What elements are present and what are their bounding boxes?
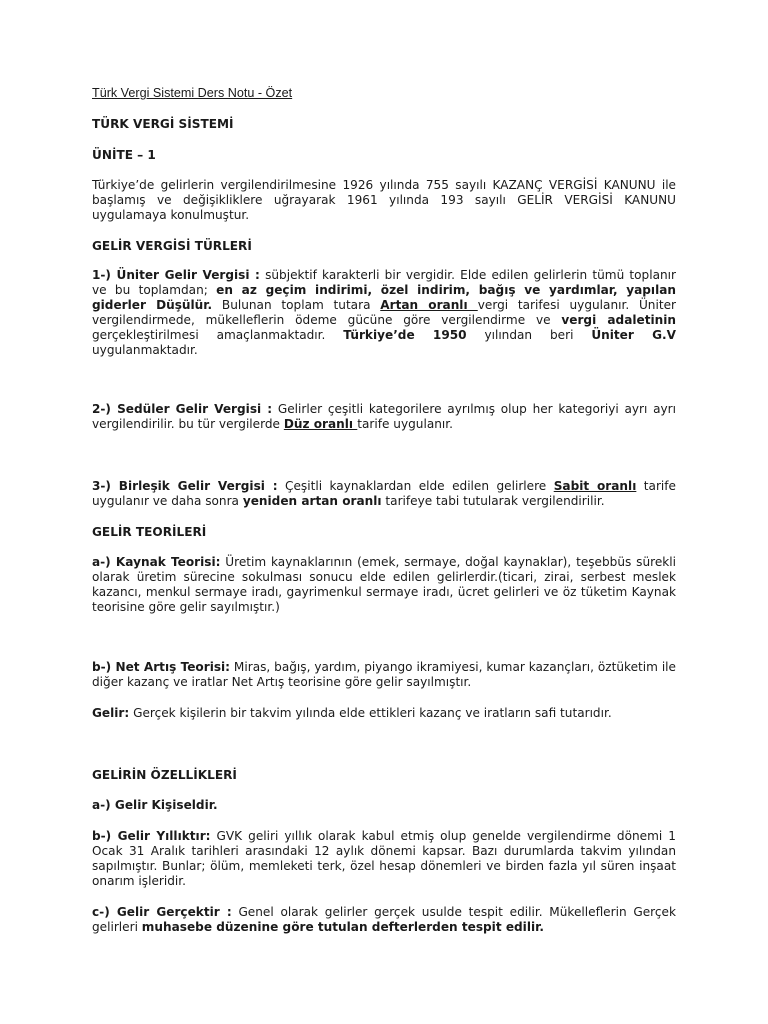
text-segment: Gelirler çeşitli kategorilere ayrılmış olup her kategoriyi ayrı ayrı vergilendirilir. bu tür vergilerde [92, 402, 676, 431]
paragraph-kaynak-teorisi [92, 555, 676, 615]
text-segment: tarife uygulanır ve daha sonra [92, 479, 676, 508]
text-segment: Miras, bağış, yardım, piyango ikramiyesi, kumar kazançları, öztüketim ile diğer kazanç ve iratlar Net Artış teorisine göre gelir sayılmıştır. [92, 660, 676, 689]
label-kaynak-teorisi: a-) Kaynak Teorisi: [92, 555, 221, 569]
paragraph-uniter-gelir-vergisi [92, 268, 676, 357]
paragraph-net-artis-teorisi [92, 660, 676, 690]
text-segment: Çeşitli kaynaklardan elde edilen gelirlere [277, 479, 554, 493]
text-segment: Üretim kaynaklarının (emek, sermaye, doğal kaynaklar), teşebbüs sürekli olarak üretim sürecine sokulması sonucu elde edilen gelirlerdir.(ticari, zirai, serbest meslek kazancı, menkul sermaye iradı, gayrimenkul sermaye iradı, ücret gelirleri ve öz tüketim Kaynak teorisine göre gelir sayılmıştır.) [92, 555, 676, 614]
label-seduler: 2-) Sedüler Gelir Vergisi : [92, 402, 273, 416]
underlined-duz-oranli: Düz oranlı [283, 416, 358, 431]
text-segment: sübjektif karakterli bir vergidir. Elde edilen gelirlerin tümü toplanır ve bu toplamdan; [92, 268, 676, 297]
label-gelir-yilliktir: b-) Gelir Yıllıktır: [92, 829, 211, 843]
paragraph-birlesik-gelir-vergisi [92, 479, 676, 509]
paragraph-seduler-gelir-vergisi [92, 402, 676, 432]
text-segment: tarife uygulanır. [357, 416, 453, 431]
heading-gelir-teorileri: GELİR TEORİLERİ [92, 525, 207, 539]
label-birlesik: 3-) Birleşik Gelir Vergisi : [92, 479, 278, 493]
text-segment: GVK geliri yıllık olarak kabul etmiş olup genelde vergilendirme dönemi 1 Ocak 31 Aralık tarihleri arasındaki 12 aylık dönemi kapsar. Bazı durumlarda takvim yılından sapılmıştır. Bunlar; ölüm, memleketi terk, özel hesap dönemleri ve birden fazla yıl süren inşaat onarım işleridir. [92, 829, 676, 888]
paragraph-gelir-gercektir [92, 905, 676, 935]
text-segment: gerçekleştirilmesi amaçlanmaktadır. [92, 327, 344, 342]
text-segment: Bulunan toplam tutara [212, 297, 381, 312]
item-gelir-kisiseldir: a-) Gelir Kişiseldir. [92, 798, 218, 812]
bold-segment: en az geçim indirimi, özel indirim, bağış ve yardımlar, yapılan giderler Düşülür. [92, 282, 676, 312]
bold-segment: vergi adaletinin [561, 312, 677, 327]
paragraph-gelir-yilliktir [92, 829, 676, 889]
label-gelir: Gelir: [92, 706, 130, 720]
underlined-artan-oranli: Artan oranlı [380, 297, 478, 312]
text-segment: uygulanmaktadır. [92, 342, 198, 357]
label-gelir-gercektir: c-) Gelir Gerçektir : [92, 905, 232, 919]
heading-unit: ÜNİTE – 1 [92, 148, 156, 162]
text-segment: vergi tarifesi uygulanır. Üniter vergilendirmede, mükelleflerin ödeme gücüne göre vergilendirme ve [92, 297, 676, 327]
heading-turk-vergi-sistemi: TÜRK VERGİ SİSTEMİ [92, 117, 234, 131]
bold-segment: yeniden artan oranlı [242, 493, 382, 508]
intro-paragraph: Türkiye’de gelirlerin vergilendirilmesine 1926 yılında 755 sayılı KAZANÇ VERGİSİ KANUNU ile başlamış ve değişikliklere uğrayarak 1961 yılında 193 sayılı GELİR VERGİSİ KANUNU uygulamaya konulmuştur. [92, 178, 676, 222]
heading-gelirin-ozellikleri: GELİRİN ÖZELLİKLERİ [92, 768, 237, 782]
paragraph-gelir-tanimi [92, 706, 676, 721]
bold-segment: Üniter G.V [591, 327, 676, 342]
bold-segment: muhasebe düzenine göre tutulan defterlerden tespit edilir. [141, 919, 544, 934]
label-net-artis-teorisi: b-) Net Artış Teorisi: [92, 660, 231, 674]
label-uniter: 1-) Üniter Gelir Vergisi : [92, 268, 260, 282]
document-title: Türk Vergi Sistemi Ders Notu - Özet [92, 86, 293, 100]
text-segment: Gerçek kişilerin bir takvim yılında elde ettikleri kazanç ve iratların safi tutarıdır. [129, 706, 612, 720]
text-segment: Genel olarak gelirler gerçek usulde tespit edilir. Mükelleflerin Gerçek gelirleri [92, 905, 676, 934]
text-segment: tarifeye tabi tutularak vergilendirilir. [381, 493, 605, 508]
underlined-sabit-oranli: Sabit oranlı [553, 479, 637, 493]
heading-gelir-vergisi-turleri: GELİR VERGİSİ TÜRLERİ [92, 239, 252, 253]
bold-segment: Türkiye’de 1950 [343, 327, 467, 342]
text-segment: yılından beri [466, 327, 592, 342]
